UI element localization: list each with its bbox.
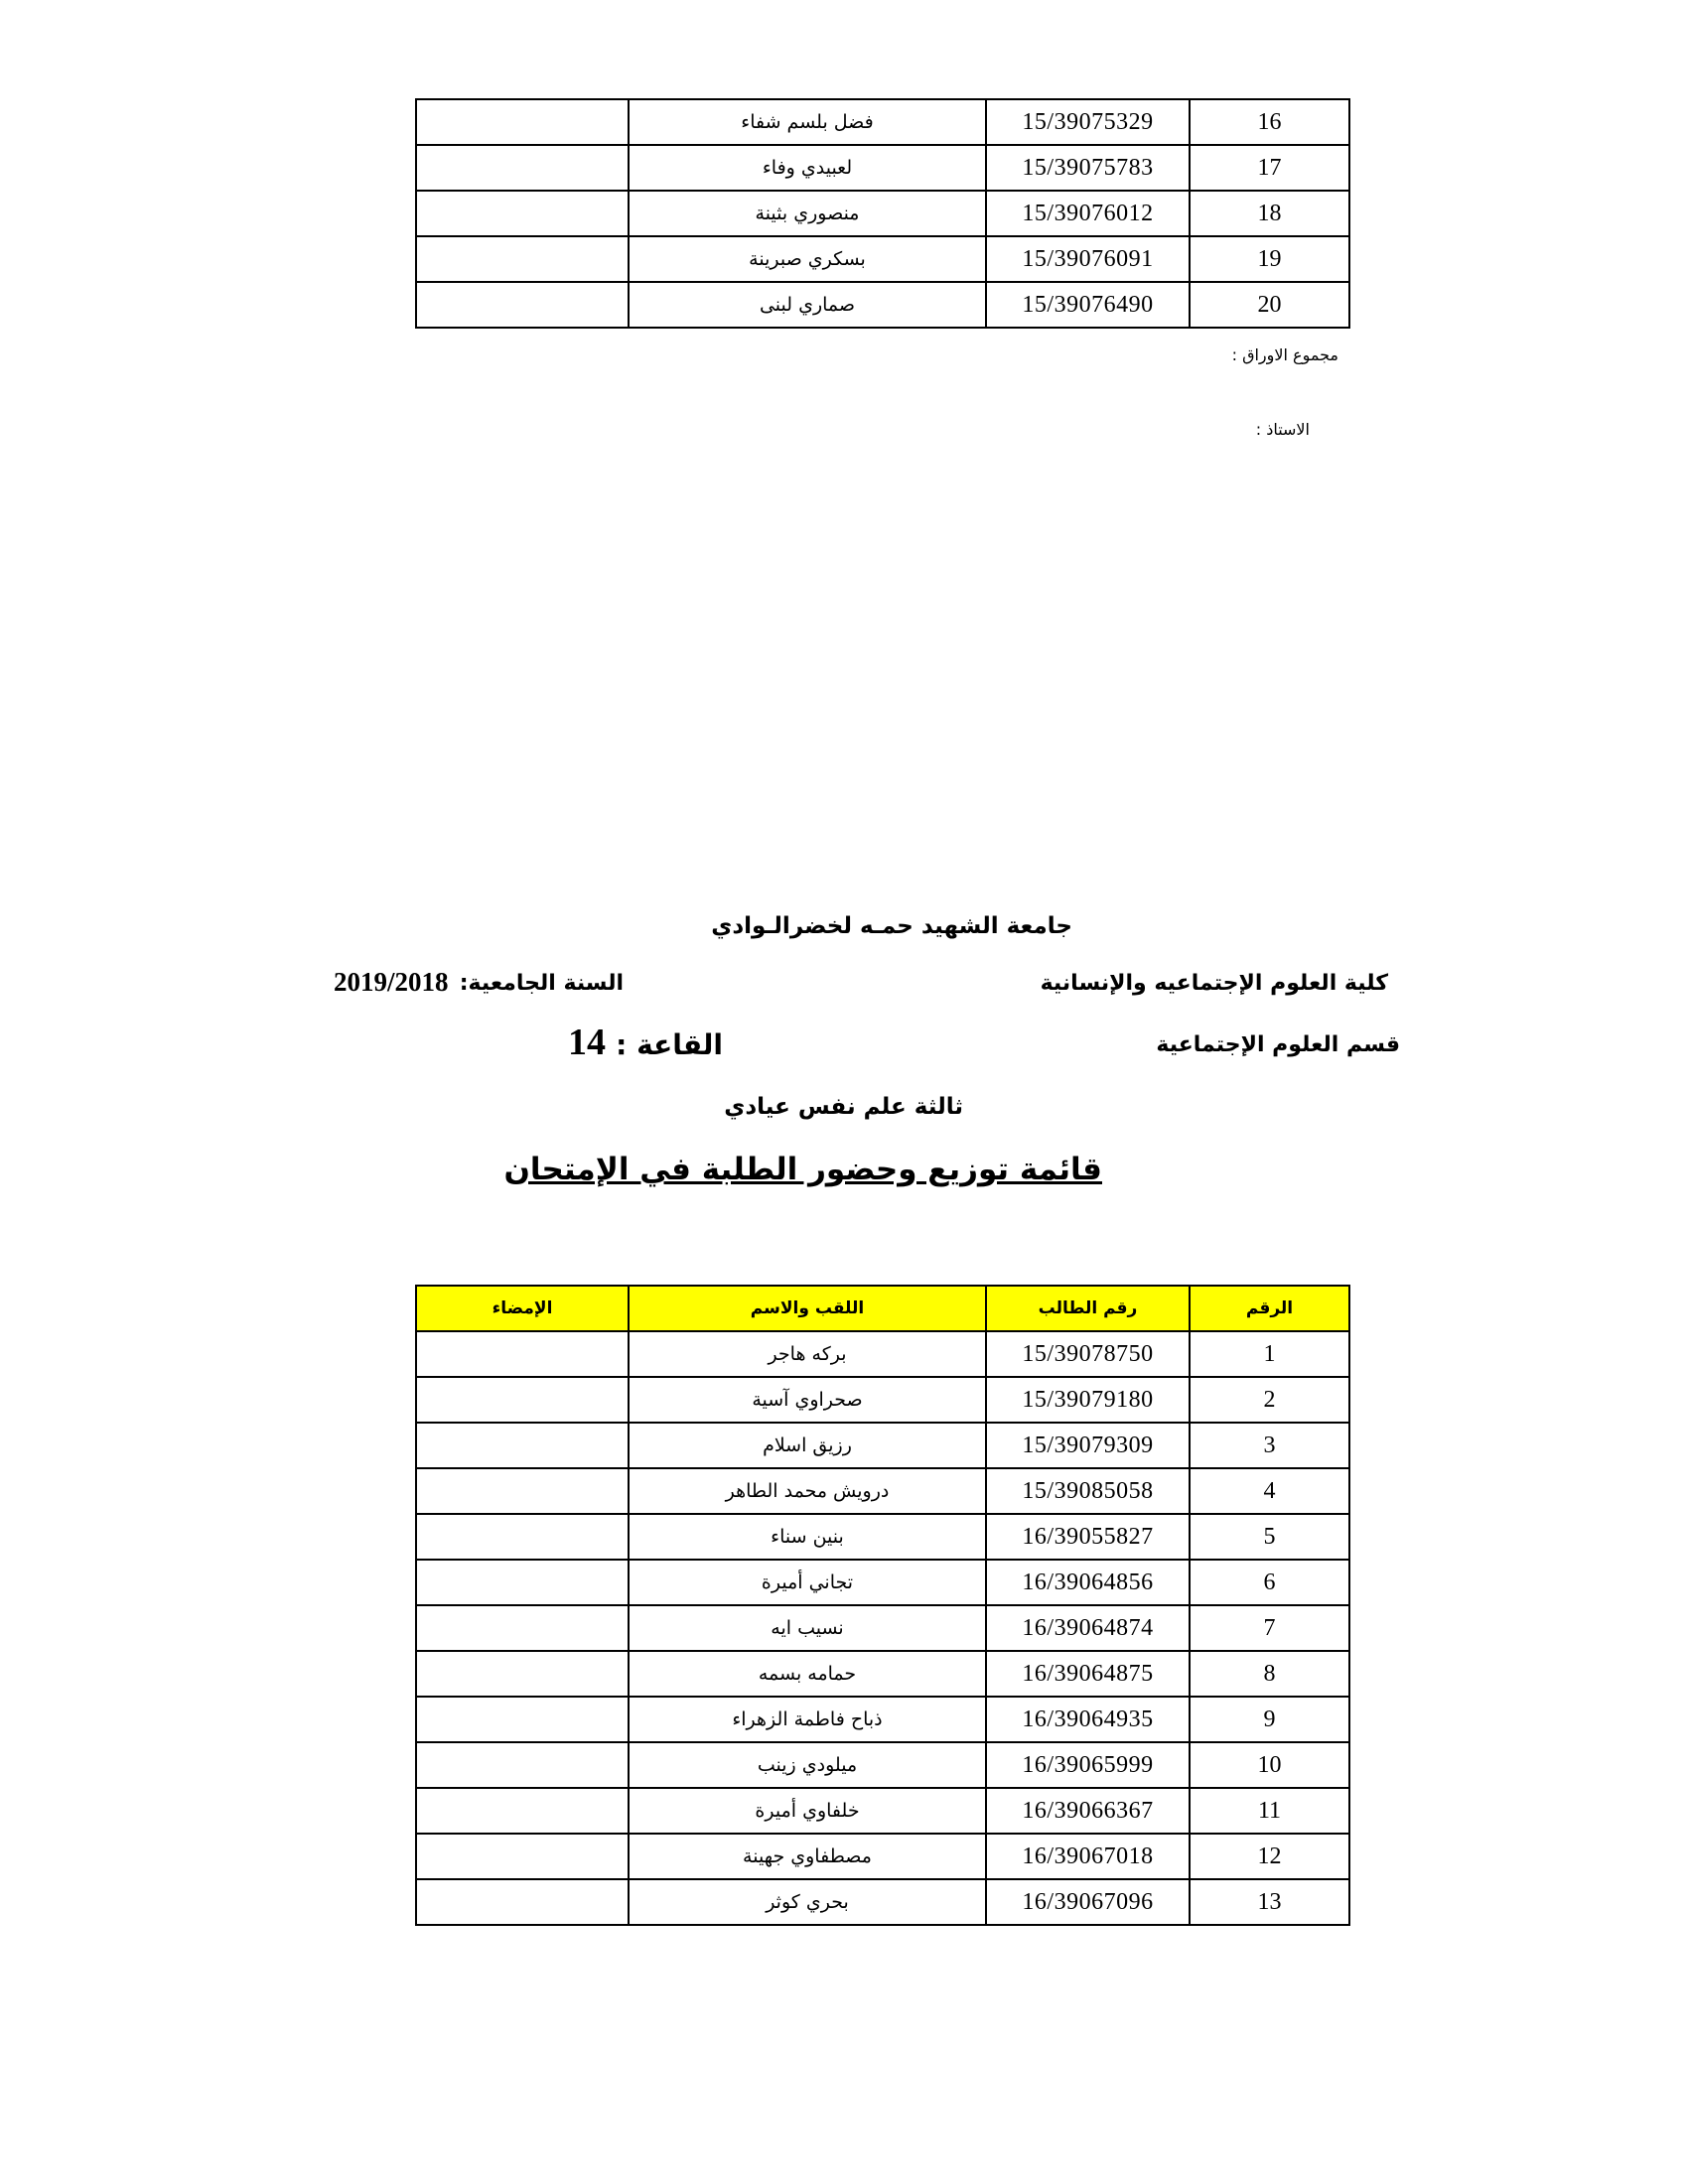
row-number: 12 xyxy=(1190,1834,1349,1879)
student-id: 15/39076490 xyxy=(986,282,1190,328)
student-id: 15/39079309 xyxy=(986,1423,1190,1468)
table-row xyxy=(416,1560,1349,1605)
signature-cell xyxy=(416,1468,629,1514)
signature-cell xyxy=(416,99,629,145)
col-header-number: الرقم xyxy=(1190,1286,1349,1331)
professor-label: الاستاذ : xyxy=(1255,420,1310,439)
signature-cell xyxy=(416,236,629,282)
row-number: 13 xyxy=(1190,1879,1349,1925)
top-students-table xyxy=(415,98,1350,329)
student-name: بحري كوثر xyxy=(629,1879,986,1925)
table-row xyxy=(416,145,1349,191)
col-header-name: اللقب والاسم xyxy=(629,1286,986,1331)
academic-year-value: 2019/2018 xyxy=(334,967,449,997)
student-name: مصطفاوي جهينة xyxy=(629,1834,986,1879)
student-id: 15/39076012 xyxy=(986,191,1190,236)
table-row xyxy=(416,1651,1349,1697)
student-id: 16/39064875 xyxy=(986,1651,1190,1697)
row-number: 6 xyxy=(1190,1560,1349,1605)
header-row xyxy=(416,1286,1349,1331)
level-label: ثالثة علم نفس عيادي xyxy=(724,1094,963,1120)
table-row xyxy=(416,191,1349,236)
table-row xyxy=(416,1423,1349,1468)
student-id: 15/39075329 xyxy=(986,99,1190,145)
signature-cell xyxy=(416,1560,629,1605)
student-name: فضل بلسم شفاء xyxy=(629,99,986,145)
signature-cell xyxy=(416,1834,629,1879)
table-row xyxy=(416,1331,1349,1377)
row-number: 1 xyxy=(1190,1331,1349,1377)
student-name: رزيق اسلام xyxy=(629,1423,986,1468)
signature-cell xyxy=(416,1423,629,1468)
signature-cell xyxy=(416,282,629,328)
main-table-body xyxy=(416,1331,1349,1925)
document-title: قائمة توزيع وحضور الطلبة في الإمتحان xyxy=(503,1152,1102,1187)
department-name: قسم العلوم الإجتماعية xyxy=(1156,1032,1400,1057)
student-name: منصوري بثينة xyxy=(629,191,986,236)
student-name: صماري لبنى xyxy=(629,282,986,328)
student-name: حمامه بسمه xyxy=(629,1651,986,1697)
student-name: ذباح فاطمة الزهراء xyxy=(629,1697,986,1742)
signature-cell xyxy=(416,1879,629,1925)
row-number: 19 xyxy=(1190,236,1349,282)
table-row xyxy=(416,1742,1349,1788)
table-row xyxy=(416,1605,1349,1651)
row-number: 5 xyxy=(1190,1514,1349,1560)
student-name: صحراوي آسية xyxy=(629,1377,986,1423)
top-table-body xyxy=(416,99,1349,328)
student-id: 15/39075783 xyxy=(986,145,1190,191)
table-row xyxy=(416,236,1349,282)
col-header-student-id: رقم الطالب xyxy=(986,1286,1190,1331)
signature-cell xyxy=(416,1788,629,1834)
row-number: 9 xyxy=(1190,1697,1349,1742)
student-name: تجاني أميرة xyxy=(629,1560,986,1605)
table-row xyxy=(416,1377,1349,1423)
student-id: 15/39079180 xyxy=(986,1377,1190,1423)
table-row xyxy=(416,1879,1349,1925)
room-number: 14 xyxy=(568,1022,606,1063)
student-name: بركه هاجر xyxy=(629,1331,986,1377)
signature-cell xyxy=(416,1514,629,1560)
row-number: 17 xyxy=(1190,145,1349,191)
student-id: 16/39064935 xyxy=(986,1697,1190,1742)
signature-cell xyxy=(416,1742,629,1788)
col-header-signature: الإمضاء xyxy=(416,1286,629,1331)
student-name: خلفاوي أميرة xyxy=(629,1788,986,1834)
student-id: 16/39066367 xyxy=(986,1788,1190,1834)
student-id: 16/39055827 xyxy=(986,1514,1190,1560)
student-name: لعبيدي وفاء xyxy=(629,145,986,191)
table-row xyxy=(416,1514,1349,1560)
faculty-name: كلية العلوم الإجتماعيه والإنسانية xyxy=(1040,971,1388,996)
student-name: ميلودي زينب xyxy=(629,1742,986,1788)
row-number: 3 xyxy=(1190,1423,1349,1468)
signature-cell xyxy=(416,145,629,191)
signature-cell xyxy=(416,1605,629,1651)
row-number: 7 xyxy=(1190,1605,1349,1651)
row-number: 8 xyxy=(1190,1651,1349,1697)
row-number: 20 xyxy=(1190,282,1349,328)
student-id: 16/39067018 xyxy=(986,1834,1190,1879)
student-id: 15/39078750 xyxy=(986,1331,1190,1377)
signature-cell xyxy=(416,1331,629,1377)
room-label: القاعة : xyxy=(616,1028,723,1061)
signature-cell xyxy=(416,1697,629,1742)
row-number: 10 xyxy=(1190,1742,1349,1788)
student-id: 16/39064856 xyxy=(986,1560,1190,1605)
student-name: بنين سناء xyxy=(629,1514,986,1560)
university-name: جامعة الشهيد حمـه لخضرالـوادي xyxy=(711,913,1072,939)
student-name: نسيب ايه xyxy=(629,1605,986,1651)
student-name: درويش محمد الطاهر xyxy=(629,1468,986,1514)
table-row xyxy=(416,1468,1349,1514)
row-number: 11 xyxy=(1190,1788,1349,1834)
row-number: 4 xyxy=(1190,1468,1349,1514)
academic-year-label: السنة الجامعية: xyxy=(459,971,624,996)
student-id: 15/39076091 xyxy=(986,236,1190,282)
main-students-table xyxy=(415,1285,1350,1926)
table-row xyxy=(416,99,1349,145)
table-row xyxy=(416,1788,1349,1834)
table-row xyxy=(416,1697,1349,1742)
student-id: 16/39067096 xyxy=(986,1879,1190,1925)
student-name: بسكري صبرينة xyxy=(629,236,986,282)
row-number: 2 xyxy=(1190,1377,1349,1423)
student-id: 16/39065999 xyxy=(986,1742,1190,1788)
row-number: 18 xyxy=(1190,191,1349,236)
signature-cell xyxy=(416,191,629,236)
total-papers-label: مجموع الاوراق : xyxy=(1231,345,1338,364)
student-id: 15/39085058 xyxy=(986,1468,1190,1514)
student-id: 16/39064874 xyxy=(986,1605,1190,1651)
signature-cell xyxy=(416,1651,629,1697)
table-row xyxy=(416,282,1349,328)
row-number: 16 xyxy=(1190,99,1349,145)
table-row xyxy=(416,1834,1349,1879)
signature-cell xyxy=(416,1377,629,1423)
